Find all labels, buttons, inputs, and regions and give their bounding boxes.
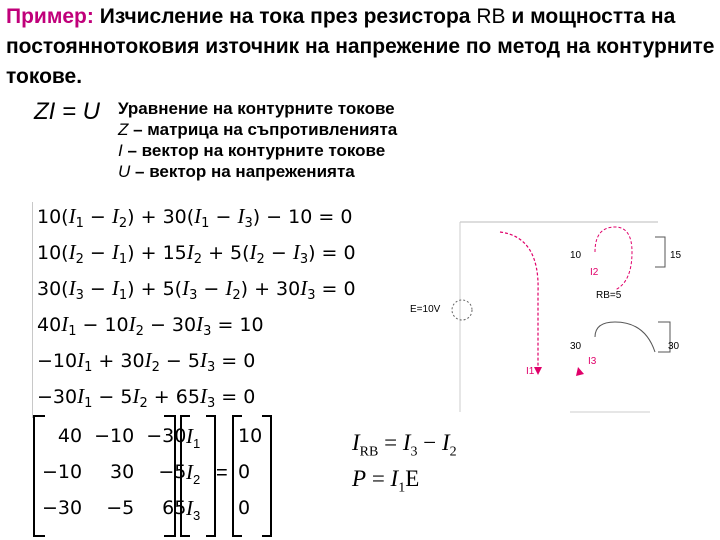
def-i (118, 140, 397, 161)
title-text-1: Изчисление на тока през резистора (99, 5, 471, 28)
slide-title (6, 2, 718, 92)
label-r30a: 30 (570, 341, 582, 352)
label-i2: I2 (590, 267, 599, 278)
voltage-source-icon (452, 300, 472, 320)
label-r10: 10 (570, 250, 582, 261)
method-heading: Уравнение на контурните токове (118, 99, 395, 118)
i3-arrow-icon (576, 367, 584, 376)
def-i-text: – вектор на контурните токове (127, 141, 386, 160)
i3-loop-path (595, 322, 655, 352)
simp-eq-2: $-10I_1 + 30I_2 - 5I_3 = 0$ (37, 348, 256, 375)
def-u (118, 161, 397, 182)
label-source: E=10V (410, 304, 441, 315)
z-cell: −30 (42, 497, 83, 519)
simplified-equations (32, 310, 264, 418)
def-u-text: – вектор на напреженията (135, 162, 355, 181)
u-vector-cell: 0 (238, 497, 251, 519)
i1-loop-path (500, 232, 538, 372)
u-bracket-right (262, 415, 272, 537)
circuit-diagram (400, 212, 718, 420)
raw-eq-2: $10(I_2 - I_1) + 15I_2 + 5(I_2 - I_3) = 0$ (37, 240, 356, 267)
z-cell: 65 (162, 497, 187, 519)
raw-eq-1: $10(I_1 - I_2) + 30(I_1 - I_3) - 10 = 0$ (37, 204, 353, 231)
def-i-symbol: I (118, 141, 123, 160)
method-equation: ZI = U (34, 98, 101, 125)
i-vector-cell: $I_2$ (186, 460, 201, 488)
i-vector-cell: $I_1$ (186, 424, 201, 452)
i-vector (186, 418, 200, 526)
result-power: $P = I_1E$ (352, 466, 420, 496)
i2-loop-path (595, 227, 632, 290)
i-vector-cell: $I_3$ (186, 496, 201, 524)
u-vector-cell: 10 (238, 425, 263, 447)
raw-eq-3: $30(I_3 - I_1) + 5(I_3 - I_2) + 30I_3 = 0$ (37, 276, 356, 303)
label-i1: I1 (526, 366, 535, 377)
u-vector-cell: 0 (238, 461, 251, 483)
label-r15: 15 (670, 250, 682, 261)
def-u-symbol: U (118, 162, 131, 181)
title-text-2: и мощността на постояннотоковия източник на напрежение по метод на контурните токове. (6, 5, 715, 88)
title-label: Пример: (6, 5, 94, 28)
u-vector (238, 418, 262, 526)
def-z-symbol: Z (118, 120, 129, 139)
r15-symbol (655, 237, 665, 267)
i-bracket-right (206, 415, 216, 537)
label-rb: RB=5 (596, 290, 622, 301)
z-cell: −10 (42, 461, 83, 483)
def-z (118, 119, 397, 140)
z-cell: −10 (94, 425, 135, 447)
method-legend (118, 98, 397, 182)
raw-equations (32, 202, 356, 310)
label-i3: I3 (588, 356, 597, 367)
equals-sign: = (216, 462, 228, 484)
title-resistor: RB (476, 5, 506, 28)
simp-eq-3: $-30I_1 - 5I_2 + 65I_3 = 0$ (37, 384, 256, 411)
z-cell: −30 (146, 425, 187, 447)
z-cell: 40 (57, 425, 83, 447)
z-cell: −5 (106, 497, 135, 519)
label-r30b: 30 (668, 341, 680, 352)
simp-eq-1: $40I_1 - 10I_2 - 30I_3 = 10$ (37, 312, 264, 339)
z-cell: 30 (110, 461, 135, 483)
i1-arrow-icon (534, 367, 542, 375)
z-bracket-right (164, 415, 176, 537)
z-cell: −5 (158, 461, 187, 483)
result-irb: $I_{RB} = I_3 - I_2$ (352, 430, 457, 460)
def-z-text: – матрица на съпротивленията (133, 120, 398, 139)
